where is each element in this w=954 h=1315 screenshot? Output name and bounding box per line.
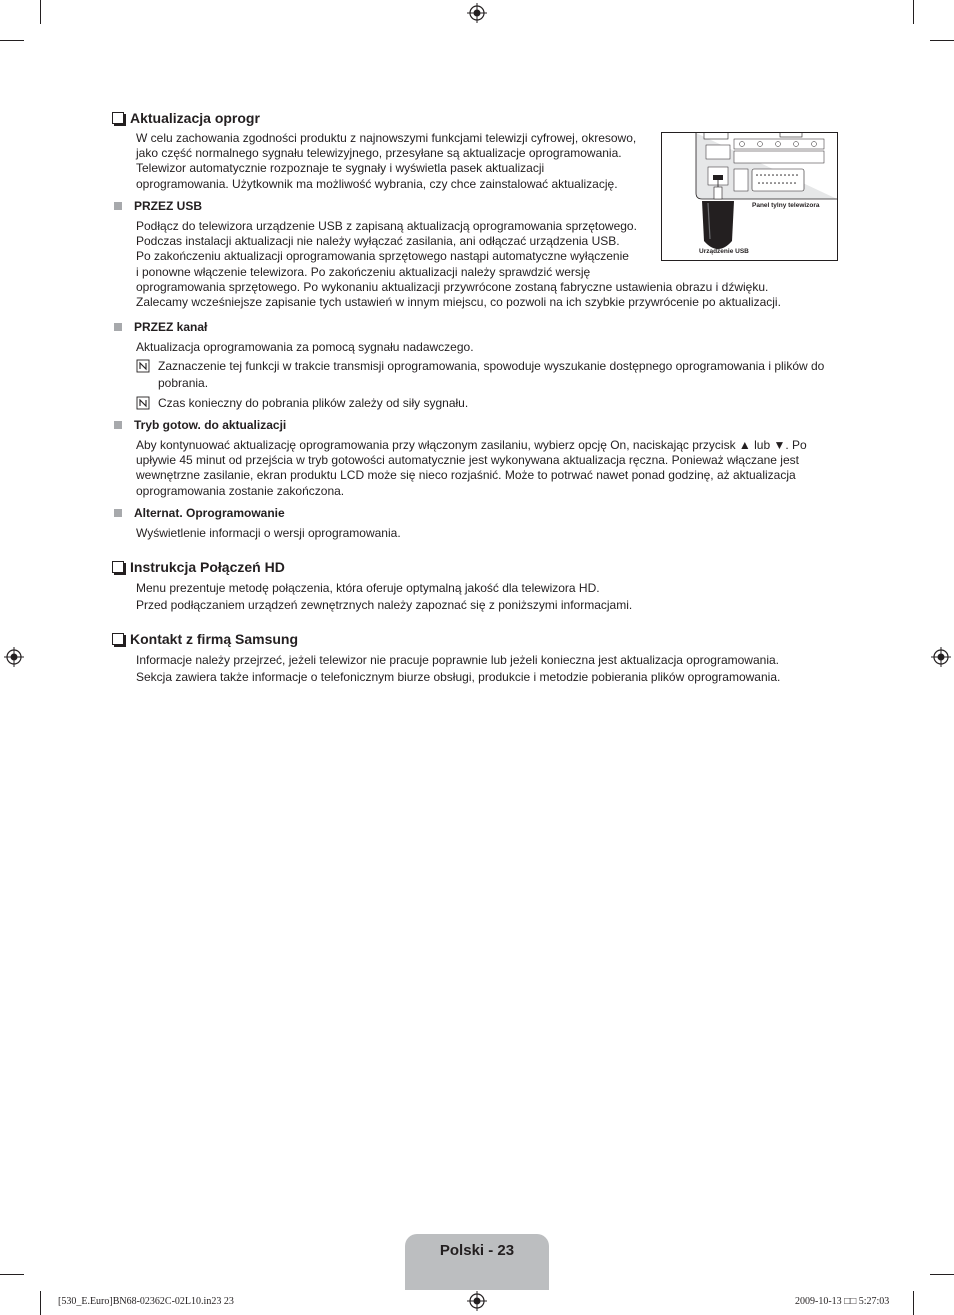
text-line: oprogramowania zostanie zakończona. [136,483,345,498]
checkbox-bullet-icon [112,561,124,573]
checkbox-bullet-icon [112,112,124,124]
registration-mark-icon [931,647,951,667]
section-title-hd-guide [112,559,285,575]
square-bullet-icon [114,509,122,517]
channel-paragraph: Aktualizacja oprogramowania za pomocą sygnału nadawczego. [136,340,474,354]
text-line: Przed podłączaniem urządzeń zewnętrznych należy zapoznać się z poniższymi informacjami. [136,598,633,612]
intro-paragraph [136,131,636,192]
text-line: Informacje należy przejrzeć, jeżeli telewizor nie pracuje poprawnie lub jeżeli konieczna jest aktualizacja oprogramowania. [136,653,779,667]
text-line: Po zakończeniu aktualizacji oprogramowania sprzętowego nastąpi automatyczne wyłączenie [136,249,629,264]
subheading-text: PRZEZ kanał [134,320,208,334]
text-line: Menu prezentuje metodę połączenia, która oferuje optymalną jakość dla telewizora HD. [136,581,600,595]
standby-paragraph [136,438,807,499]
alternate-paragraph: Wyświetlenie informacji o wersji oprogramowania. [136,526,401,540]
text-line: Zalecamy wcześniejsze zapisanie tych ustawień w innym miejscu, co pozwoli na ich szybkie przywrócenie po aktualizacji. [136,295,781,310]
section-title-text: Kontakt z firmą Samsung [130,631,299,647]
crop-mark [0,40,24,41]
text-line: oprogramowania. Użytkownik ma możliwość wybrania, czy chce zainstalować aktualizację. [136,176,618,191]
text-line: Aby kontynuować aktualizację oprogramowania przy włączonym zasilaniu, wybierz opcję On, naciskając przycisk ▲ lub ▼. Po [136,438,807,452]
checkbox-bullet-icon [112,633,124,645]
square-bullet-icon [114,202,122,210]
subheading-via-usb [114,199,202,213]
subheading-via-channel [114,320,207,334]
section-title-software-update [112,110,260,126]
subheading-text: PRZEZ USB [134,199,203,213]
crop-mark [930,1274,954,1275]
text-line: Podczas instalacji aktualizacji nie należy wyłączać zasilania, ani odłączać urządzenia USB. [136,234,620,249]
section-title-text: Instrukcja Połączeń HD [130,559,285,575]
text-line: Sekcja zawiera także informacje o telefonicznym biurze obsługi, produkcie i metodzie pobierania plików oprogramowania. [136,670,781,684]
text-line: upływie 45 minut od przejścia w tryb gotowości automatycznie jest wykonywana aktualizacja ręczna. Ponieważ włączane jest [136,453,799,468]
hd-paragraph [136,580,632,614]
square-bullet-icon [114,323,122,331]
usb-paragraph [136,219,781,310]
crop-mark [913,0,914,24]
subheading-text: Tryb gotow. do aktualizacji [134,418,287,432]
subheading-alternate-software [114,506,285,520]
footer-timestamp: 2009-10-13 □□ 5:27:03 [795,1296,890,1307]
note-item [136,395,468,412]
note-item [136,358,841,392]
text-line: W celu zachowania zgodności produktu z najnowszymi funkcjami telewizji cyfrowej, okresowo, [136,131,637,145]
text-line: wewnętrzne zasilanie, ekran produktu LCD może się nieco rozjaśnić. Może to potrwać nawet ponad godzinę, aż aktualizacja [136,468,796,483]
square-bullet-icon [114,421,122,429]
note-text: Zaznaczenie tej funkcji w trakcie transmisji oprogramowania, spowoduje wyszukanie dostępnego oprogramowania i plików do pobrania. [158,359,825,390]
usb-device-label: Urządzenie USB [699,248,749,255]
registration-mark-icon [4,647,24,667]
note-text: Czas konieczny do pobrania plików zależy od siły sygnału. [158,396,469,410]
text-line: jako część normalnego sygnału telewizyjnego, przesyłane są aktualizacje oprogramowania. [136,146,622,161]
text-line: oprogramowania sprzętowego. Po wykonaniu aktualizacji przywrócone zostaną fabryczne ustawienia obrazu i dźwięku. [136,279,769,294]
crop-mark [40,0,41,24]
samsung-paragraph [136,652,780,686]
page-number: Polski - 23 [439,1242,515,1259]
note-icon [136,396,150,410]
registration-mark-icon [467,1291,487,1311]
footer-file-info: [530_E.Euro]BN68-02362C-02L10.in23 23 [58,1296,234,1307]
subheading-standby-mode [114,418,286,432]
subheading-text: Alternat. Oprogramowanie [134,506,285,520]
crop-mark [0,1274,24,1275]
text-line: Telewizor automatycznie rozpoznaje te sygnały i wyświetla pasek aktualizacji [136,161,545,176]
note-icon [136,359,150,373]
registration-mark-icon [467,3,487,23]
crop-mark [913,1291,914,1315]
text-line: i ponowne włączenie telewizora. Po zakończeniu aktualizacji należy sprawdzić wersję [136,264,591,279]
section-title-contact-samsung [112,631,298,647]
rear-panel-label: Panel tylny telewizora [752,202,820,209]
text-line: Podłącz do telewizora urządzenie USB z zapisaną aktualizacją oprogramowania sprzętowego. [136,219,637,233]
section-title-text: Aktualizacja oprogr [130,110,260,126]
crop-mark [40,1291,41,1315]
crop-mark [930,40,954,41]
